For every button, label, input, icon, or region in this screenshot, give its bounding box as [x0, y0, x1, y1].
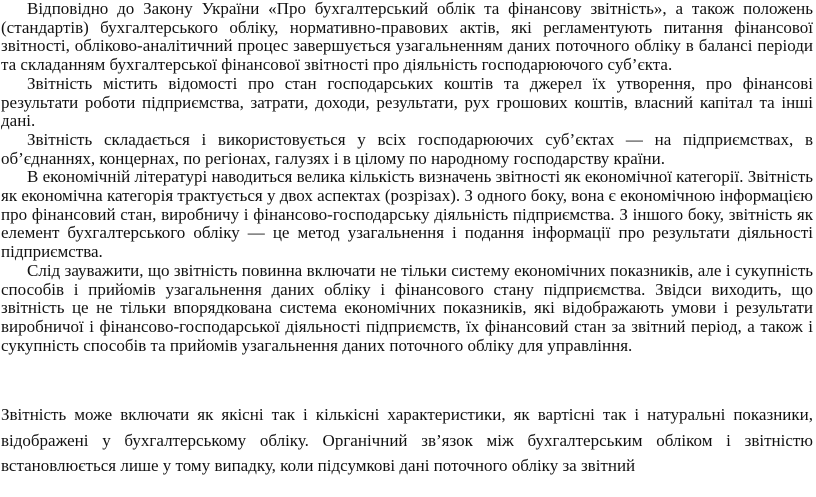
tail-text-block: [1, 402, 813, 479]
paragraph-reporting-usage: Звітність складається і використовується у всіх господарюючих суб’єктах — на підприємствах, в об’єднаннях, концернах, по регіонах, галузях і в цілому по народному господарству країни.: [1, 129, 813, 168]
main-text-block: [1, 0, 813, 355]
paragraph-law-reference: Відповідно до Закону України «Про бухгалтерський облік та фінансову звітність», а також положень (стандартів) бухгалтерського обліку, нормативно-правових актів, які регламентують питання фінансової звітності, обліково-аналітичний процес завершується узагальненням даних поточного обліку в балансі періоди та складанням бухгалтерської фінансової звітності про діяльність господарюючого суб’єкта.: [1, 0, 813, 75]
paragraph-characteristics: Звітність може включати як якісні так і кількісні характеристики, як вартісні так і натуральні показники, відображені у бухгалтерському обліку. Органічний зв’язок між бухгалтерським обліком і звітністю встановлюється лише у тому випадку, коли підсумкові дані поточного обліку за звітний: [1, 405, 813, 475]
paragraph-economic-category: В економічній літературі наводиться велика кількість визначень звітності як економічної категорії. Звітність як економічна категорія трактується у двох аспектах (розрізах). З одного боку, вона є економічною інформацією про фінансовий стан, виробничу і фінансово-господарську діяльність підприємства. З іншого боку, звітність як елемент бухгалтерського обліку — це метод узагальнення і подання інформації про результати діяльності підприємства.: [1, 167, 813, 262]
paragraph-methods-system: Слід зауважити, що звітність повинна включати не тільки систему економічних показників, але і сукупність способів і прийомів узагальнення даних обліку і фінансового стану підприємства. Звідси виходить, що звітність це не тільки впорядкована система економічних показників, які відображають умови і результати виробничої і фінансово-господарської діяльності підприємств, їх фінансовий стан за звітний період, а також і сукупність способів та прийомів узагальнення даних поточного обліку для управління.: [1, 260, 813, 355]
paragraph-reporting-content: Звітність містить відомості про стан господарських коштів та джерел їх утворення, про фінансові результати роботи підприємства, затрати, доходи, результати, рух грошових коштів, власний капітал та інші дані.: [1, 73, 813, 131]
